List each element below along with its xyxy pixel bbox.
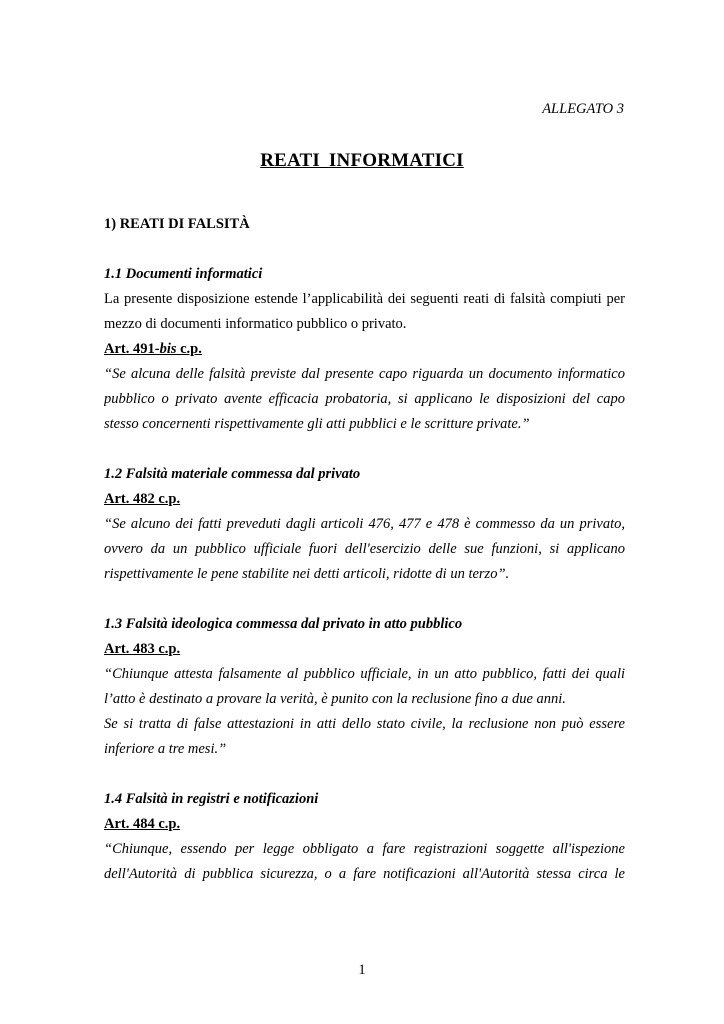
spacer [104,762,625,787]
paragraph-line: La presente disposizione estende l’applicabilità dei seguenti reati di falsità compiuti per [104,291,625,307]
quote-line: pubblico o privato avente efficacia probatoria, si applicano le disposizioni del capo [104,391,625,407]
subsection-title: 1.1 Documenti informatici [104,266,263,282]
document-body [104,212,625,887]
quote-line: inferiore a tre mesi.” [104,741,227,757]
paragraph-line: mezzo di documenti informatico pubblico o privato. [104,316,407,332]
spacer [104,587,625,612]
annex-label: ALLEGATO 3 [542,101,624,117]
article-reference: Art. 483 c.p. [104,641,181,657]
subsection-title: 1.4 Falsità in registri e notificazioni [104,791,319,807]
spacer [104,437,625,462]
article-reference [104,337,625,362]
article-reference: Art. 484 c.p. [104,816,181,832]
quote-line: Se si tratta di false attestazioni in atti dello stato civile, la reclusione non può essere [104,716,625,732]
spacer [104,237,625,262]
quote-line: ovvero da un pubblico ufficiale fuori dell'esercizio delle sue funzioni, si applicano [104,541,625,557]
document-title: REATI INFORMATICI [260,150,464,171]
article-prefix: Art. 491- [104,341,160,357]
quote-line: l’atto è destinato a provare la verità, è punito con la reclusione fino a due anni. [104,691,566,707]
article-suffix: c.p. [176,341,202,357]
article-reference: Art. 482 c.p. [104,491,181,507]
quote-line: “Chiunque, essendo per legge obbligato a fare registrazioni soggette all'ispezione [104,841,625,857]
quote-line: “Se alcuno dei fatti preveduti dagli articoli 476, 477 e 478 è commesso da un privato, [104,516,625,532]
subsection-title: 1.3 Falsità ideologica commessa dal privato in atto pubblico [104,616,463,632]
page-number: 1 [358,962,366,978]
quote-line: stesso concernenti rispettivamente gli atti pubblici e le scritture private.” [104,416,530,432]
article-bis: bis [159,341,177,357]
subsection-title: 1.2 Falsità materiale commessa dal privato [104,466,361,482]
quote-line: rispettivamente le pene stabilite nei detti articoli, ridotte di un terzo”. [104,566,510,582]
quote-line: “Se alcuna delle falsità previste dal presente capo riguarda un documento informatico [104,366,625,382]
quote-line: “Chiunque attesta falsamente al pubblico ufficiale, in un atto pubblico, fatti dei quali [104,666,625,682]
section-heading: 1) REATI DI FALSITÀ [104,216,250,232]
quote-line: dell'Autorità di pubblica sicurezza, o a fare notificazioni all'Autorità stessa circa le [104,866,625,882]
